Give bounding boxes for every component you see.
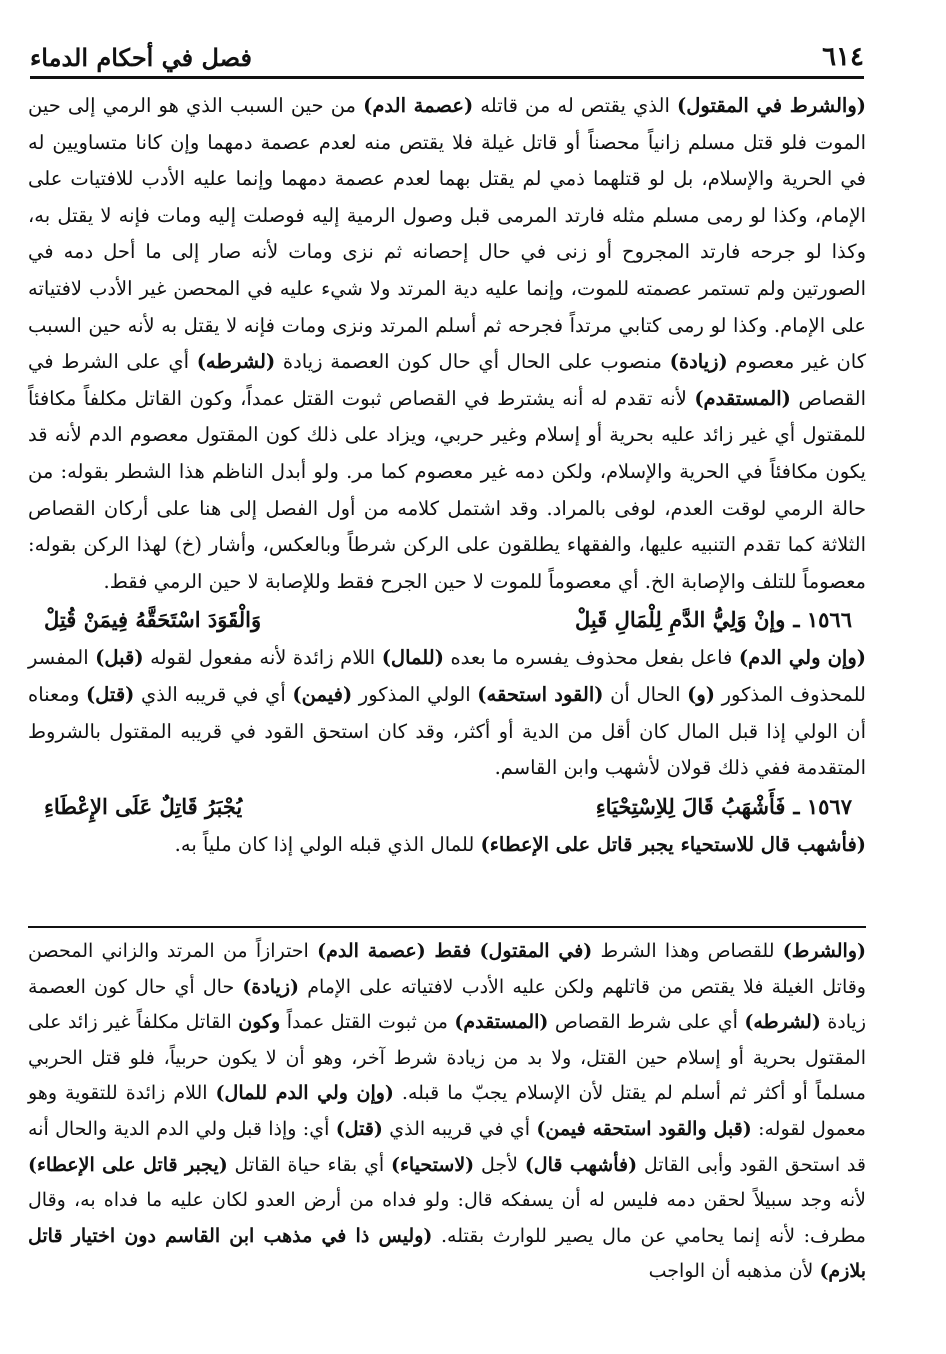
quoted-term: (فأشهب قال للاستحياء يجبر قاتل على الإعطاء) [480, 832, 866, 856]
commentary-text: أي في قريبه الذي [134, 682, 293, 706]
footnotes [28, 934, 866, 1290]
page-number: ٦١٤ [822, 42, 864, 72]
quoted-term: (قتل) [85, 682, 135, 706]
quoted-term: فقط (عصمة الدم) [317, 940, 472, 962]
verse-first-hemistich [596, 787, 852, 827]
verse-1567 [28, 787, 866, 827]
quoted-term: (وإن ولي الدم) [738, 646, 866, 670]
quoted-term: (المستقدم) [454, 1011, 549, 1034]
quoted-term: (قتل) [335, 1117, 383, 1140]
footnote-text: أي على شرط القصاص [548, 1011, 745, 1034]
footnote-text: لأجل [474, 1153, 525, 1176]
verse-second-hemistich [44, 787, 242, 827]
footnote-text: لأنه وجد سبيلاً لحقن دمه فليس له أن يسفكه قال: ولو فداه من أرض العدو لكان عليه ما فداه به، وقال مطرف: لأنه إنما يحامي عن مال يصير للوارث بقتله. [28, 1189, 866, 1247]
commentary-paragraph-2 [28, 640, 866, 786]
quoted-term: (وليس ذا في مذهب ابن القاسم دون اختيار قاتل بلازم) [28, 1224, 866, 1283]
footnote-text: احترازاً من المرتد والزاني المحصن وقاتل الغيلة فلا يقتص من قاتلهم ولكن عليه الأدب لافتياته على الإمام [28, 940, 866, 998]
hemistich-text: وإنْ وَلِيُّ الدَّمِ لِلْمَالِ قَبِلْ [575, 607, 786, 633]
quoted-term: (يجبر قاتل على الإعطاء) [28, 1153, 228, 1176]
commentary-text: فاعل بفعل محذوف يفسره ما بعده [443, 646, 739, 670]
commentary-text: لأنه تقدم له أنه يشترط في القصاص ثبوت القتل عمداً، وكون القاتل مكلفاً مكافئاً للمقتول أي غير زائد عليه بحرية أو إسلام وغير حربي، ويزاد على ذلك كون المقتول معصوم الدم لأنه قد يكون مكافئاً في الحرية والإسلام، ولكن دمه غير معصوم كما مر. ولو أبدل الناظم هذا الشطر بقوله: من حالة الرمي لوقت العدم، لوفى بالمراد. وقد اشتمل كلامه من أول الفصل إلى هنا على أركان القصاص الثلاثة كما تقدم التنبيه عليها، والفقهاء يطلقون على الركن شرطاً وبالعكس، وأشار (خ) لهذا الركن بقوله: معصوماً للتلف والإصابة الخ. أي معصوماً للموت لا حين الجرح فقط وللإصابة لا حين الرمي فقط. [28, 386, 866, 593]
commentary-text: الحال أن [603, 682, 688, 706]
quoted-term: (للمال) [381, 646, 444, 670]
main-text [28, 88, 866, 863]
footnote-text: حال أي حال كون العصمة زيادة [28, 975, 866, 1034]
quoted-term: (في المقتول) [479, 940, 593, 962]
footnote-text: لأن مذهبه أن الواجب [648, 1260, 820, 1283]
quoted-term: (فيمن) [292, 682, 353, 706]
page-header [30, 28, 864, 79]
verse-1566 [28, 600, 866, 640]
quoted-term: (زيادة) [669, 350, 728, 374]
commentary-text: الولي المذكور [352, 682, 478, 706]
footnote-text: أي: وإذا قبل ولي الدم الدية والحال أنه قد استحق القود وأبى القاتل [28, 1117, 866, 1176]
quoted-term: وكون [238, 1011, 281, 1034]
commentary-text: المفسر للمحذوف المذكور [28, 646, 866, 706]
footnote-text: أي بقاء حياة القاتل [227, 1153, 391, 1176]
hemistich-text: وَالْقَوَدَ اسْتَحَقَّهُ فِيمَنْ قُتِلْ [44, 607, 262, 633]
commentary-paragraph-3 [28, 827, 866, 864]
quoted-term: (و) [687, 682, 715, 706]
verse-second-hemistich [44, 600, 261, 640]
quoted-term: (والشرط في المقتول) [677, 94, 866, 117]
footnote-paragraph [28, 934, 866, 1290]
verse-first-hemistich [575, 600, 852, 640]
hemistich-text: فَأَشْهَبُ قَالَ لِلاِسْتِحْيَاءِ [595, 793, 786, 819]
hemistich-text: يُجْبَرُ قَاتِلٌ عَلَى الإِعْطَاءِ [44, 793, 243, 819]
footnote-text: من ثبوت القتل عمداً [280, 1011, 455, 1034]
commentary-text: منصوب على الحال أي حال كون العصمة زيادة [275, 350, 670, 374]
quoted-term: (عصمة الدم) [363, 94, 474, 117]
footnote-text: للقصاص وهذا الشرط [592, 940, 783, 962]
quoted-term: (قبل والقود استحقه فيمن) [536, 1117, 752, 1140]
quoted-term: (وإن ولي الدم للمال) [215, 1082, 394, 1105]
quoted-term: (القود استحقه) [477, 682, 604, 706]
footnote-text: القاتل مكلفاً غير زائد على المقتول بحرية أو إسلام حين القتل، ولا بد من زيادة شرط آخر، وهو أن لا يكون حربياً، فلو قتل الحربي مسلماً أو أكثر ثم أسلم لم يقتل لأن الإسلام يجبّ ما قبله. [28, 1011, 866, 1105]
commentary-paragraph-1 [28, 88, 866, 600]
commentary-text: أي على الشرط في القصاص [28, 350, 866, 410]
commentary-text: الذي يقتص له من قاتله [473, 94, 677, 117]
footnote-text: أي في قريبه الذي [382, 1117, 537, 1140]
commentary-text: من حين السبب الذي هو الرمي إلى حين الموت فلو قتل مسلم زانياً محصناً أو قاتل غيلة فلا يقتص منه لعدم عصمة دمهما وإن كانا متساويين له في الحرية والإسلام، بل لو قتلهما ذمي لم يقتل بهما لعدم عصمة دمهما وإنما عليه الأدب للافتيات على الإمام، وكذا لو رمى مسلم مثله فارتد المرمى قبل وصول الرمية إليه فوصلت إليه ومات فإنه لا يقتل به، وكذا لو جرحه فارتد المجروح أو زنى في حال إحصانه ثم نزى ومات لأنه صار إلى ما أحل دمه في الصورتين ولم تستمر عصمته للموت، وإنما عليه دية المرتد ولا شيء عليه في المحصن غير الأدب لافتياته على الإمام. وكذا لو رمى كتابي مرتداً فجرحه ثم أسلم المرتد ونزى ومات فإنه لا يقتل به لأنه حين السبب كان غير معصوم [28, 94, 866, 374]
quoted-term: (قبل) [95, 646, 144, 670]
commentary-text: ومعناه أن الولي إذا قبل المال كان أقل من الدية أو أكثر، وقد كان استحق القود في قريبه المقتول بالشروط المتقدمة ففي ذلك قولان لأشهب وابن القاسم. [28, 682, 866, 780]
commentary-text: اللام زائدة لأنه مفعول لقوله [143, 646, 382, 670]
footnote-text [471, 940, 479, 962]
quoted-term: (والشرط) [782, 940, 866, 962]
quoted-term: (المستقدم) [694, 386, 791, 410]
commentary-text: للمال الذي قبله الولي إذا كان ملياً به. [174, 832, 481, 856]
quoted-term: (فأشهب قال) [524, 1153, 638, 1176]
quoted-term: (زيادة) [242, 975, 300, 998]
quoted-term: (لاستحياء) [390, 1153, 475, 1176]
verse-number: ١٥٦٧ ـ [793, 793, 852, 819]
footnote-text: اللام زائدة للتقوية وهو معمول لقوله: [28, 1082, 866, 1140]
footnote-divider [28, 926, 866, 928]
verse-number: ١٥٦٦ ـ [793, 607, 852, 633]
running-title: فصل في أحكام الدماء [30, 43, 252, 72]
quoted-term: (لشرطه) [744, 1011, 821, 1034]
quoted-term: (لشرطه) [196, 350, 276, 374]
